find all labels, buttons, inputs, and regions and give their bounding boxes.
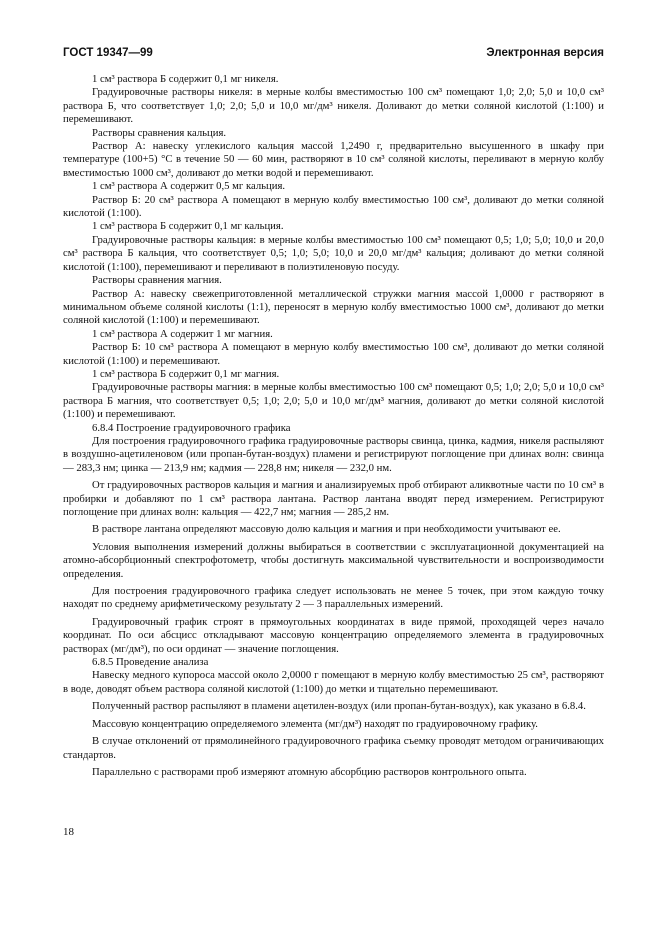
paragraph: От градуировочных растворов кальция и магния и анализируемых проб отбирают аликвотные части по 10 см³ в пробирки и добавляют по 1 см³ раствора лантана. Раствор лантана вводят перед измерением. Регистрируют поглощение при длинах волн: кальция — 422,7 нм; магния — 285,2 нм. [63, 479, 604, 518]
paragraph: Для построения градуировочного графика следует использовать не менее 5 точек, при этом каждую точку находят по среднему арифметическому результату 2 — 3 параллельных измерений. [63, 585, 604, 611]
paragraph: 1 см³ раствора Б содержит 0,1 мг никеля. [92, 73, 279, 85]
paragraph: Для построения градуировочного графика градуировочные растворы свинца, цинка, кадмия, никеля распыляют в воздушно-ацетиленовом (или пропан-бутан-воздух) пламени и регистрируют поглощение при длинах волн: свинца — 283,3 нм; цинка — 213,9 нм; кадмия — 228,8 нм; никеля — 232,0 нм. [63, 434, 604, 474]
paragraph: Условия выполнения измерений должны выбираться в соответствии с эксплуатационной документацией на атомно-абсорбционный спектрофотометр, чтобы достигнуть максимальной чувствительности и воспроизводимости определения. [63, 540, 604, 580]
section-heading: 6.8.5 Проведение анализа [92, 656, 209, 669]
paragraph: Растворы сравнения магния. [92, 274, 222, 287]
paragraph: Навеску медного купороса массой около 2,0000 г помещают в мерную колбу вместимостью 25 см³, растворяют в воде, доводят объем раствора соляной кислотой (1:100) до метки и тщательно перемешивают. [63, 669, 604, 695]
paragraph: В растворе лантана определяют массовую долю кальция и магния и при необходимости учитывают ее. [92, 523, 561, 536]
standard-code: ГОСТ 19347—99 [63, 47, 153, 59]
section-heading: 6.8.4 Построение градуировочного графика [92, 421, 291, 434]
paragraph: Градуировочные растворы магния: в мерные колбы вместимостью 100 см³ помещают 0,5; 1,0; 2,0; 5,0 и 10,0 см³ раствора Б магния, что соответствует 0,5; 1,0; 2,0; 5,0 и 10,0 мг/дм³ магния, доливают до метки соляной кислотой (1:100) и перемешивают. [63, 381, 604, 421]
page-header [63, 47, 604, 59]
paragraph: 1 см³ раствора А содержит 1 мг магния. [92, 327, 273, 340]
paragraph: Раствор Б: 20 см³ раствора А помещают в мерную колбу вместимостью 100 см³, доливают до метки соляной кислотой (1:100). [63, 193, 604, 220]
paragraph: Раствор А: навеску углекислого кальция массой 1,2490 г, предварительно высушенного в шкафу при температуре (100+5) °С в течение 50 — 60 мин, растворяют в 10 см³ соляной кислоты, переливают в мерную колбу вместимостью 1000 см³, доливают до метки водой и перемешивают. [63, 140, 604, 179]
paragraph: Полученный раствор распыляют в пламени ацетилен-воздух (или пропан-бутан-воздух), как указано в 6.8.4. [92, 700, 586, 713]
paragraph: Раствор А: навеску свежеприготовленной металлической стружки магния массой 1,0000 г растворяют в минимальном объеме соляной кислоты (1:1), переносят в мерную колбу вместимостью 1000 см³, доливают до метки соляной кислотой (1:100) и перемешивают. [63, 287, 604, 327]
paragraph: Параллельно с растворами проб измеряют атомную абсорбцию растворов контрольного опыта. [92, 765, 527, 778]
paragraph: Градуировочные растворы кальция: в мерные колбы вместимостью 100 см³ помещают 0,5; 1,0; 5,0; 10,0 и 20,0 см³ раствора Б кальция, что соответствует 0,5; 1,0; 5,0; 10,0 и 20,0 мг/дм³ кальция; доливают до метки соляной кислотой (1:100), перемешивают и переливают в полиэтиленовую посуду. [63, 233, 604, 273]
body-text [63, 73, 604, 779]
paragraph: Растворы сравнения кальция. [92, 126, 227, 139]
paragraph: 1 см³ раствора Б содержит 0,1 мг кальция. [92, 220, 284, 233]
paragraph: Градуировочный график строят в прямоугольных координатах в виде прямой, проходящей через начало координат. По оси абсцисс откладывают массовую концентрацию определяемого элемента в градуировочных растворах (мг/дм³), по оси ординат — значение поглощения. [63, 615, 604, 655]
paragraph: 1 см³ раствора Б содержит 0,1 мг магния. [92, 367, 280, 380]
edition-label: Электронная версия [486, 47, 604, 59]
paragraph: Раствор Б: 10 см³ раствора А помещают в мерную колбу вместимостью 100 см³, доливают до метки соляной кислотой (1:100) и перемешивают. [63, 341, 604, 367]
paragraph: Градуировочные растворы никеля: в мерные колбы вместимостью 100 см³ помещают 1,0; 2,0; 5,0 и 10,0 см³ раствора Б, что соответствует 1,0; 2,0; 5,0 и 10,0 мг/дм³ никеля. Доливают до метки соляной кислотой (1:100) и перемешивают. [63, 86, 604, 126]
page-number: 18 [63, 826, 74, 838]
paragraph: 1 см³ раствора А содержит 0,5 мг кальция. [92, 180, 286, 193]
paragraph: В случае отклонений от прямолинейного градуировочного графика съемку проводят методом ограничивающих стандартов. [63, 735, 604, 761]
paragraph: Массовую концентрацию определяемого элемента (мг/дм³) находят по градуировочному графику. [92, 717, 538, 730]
